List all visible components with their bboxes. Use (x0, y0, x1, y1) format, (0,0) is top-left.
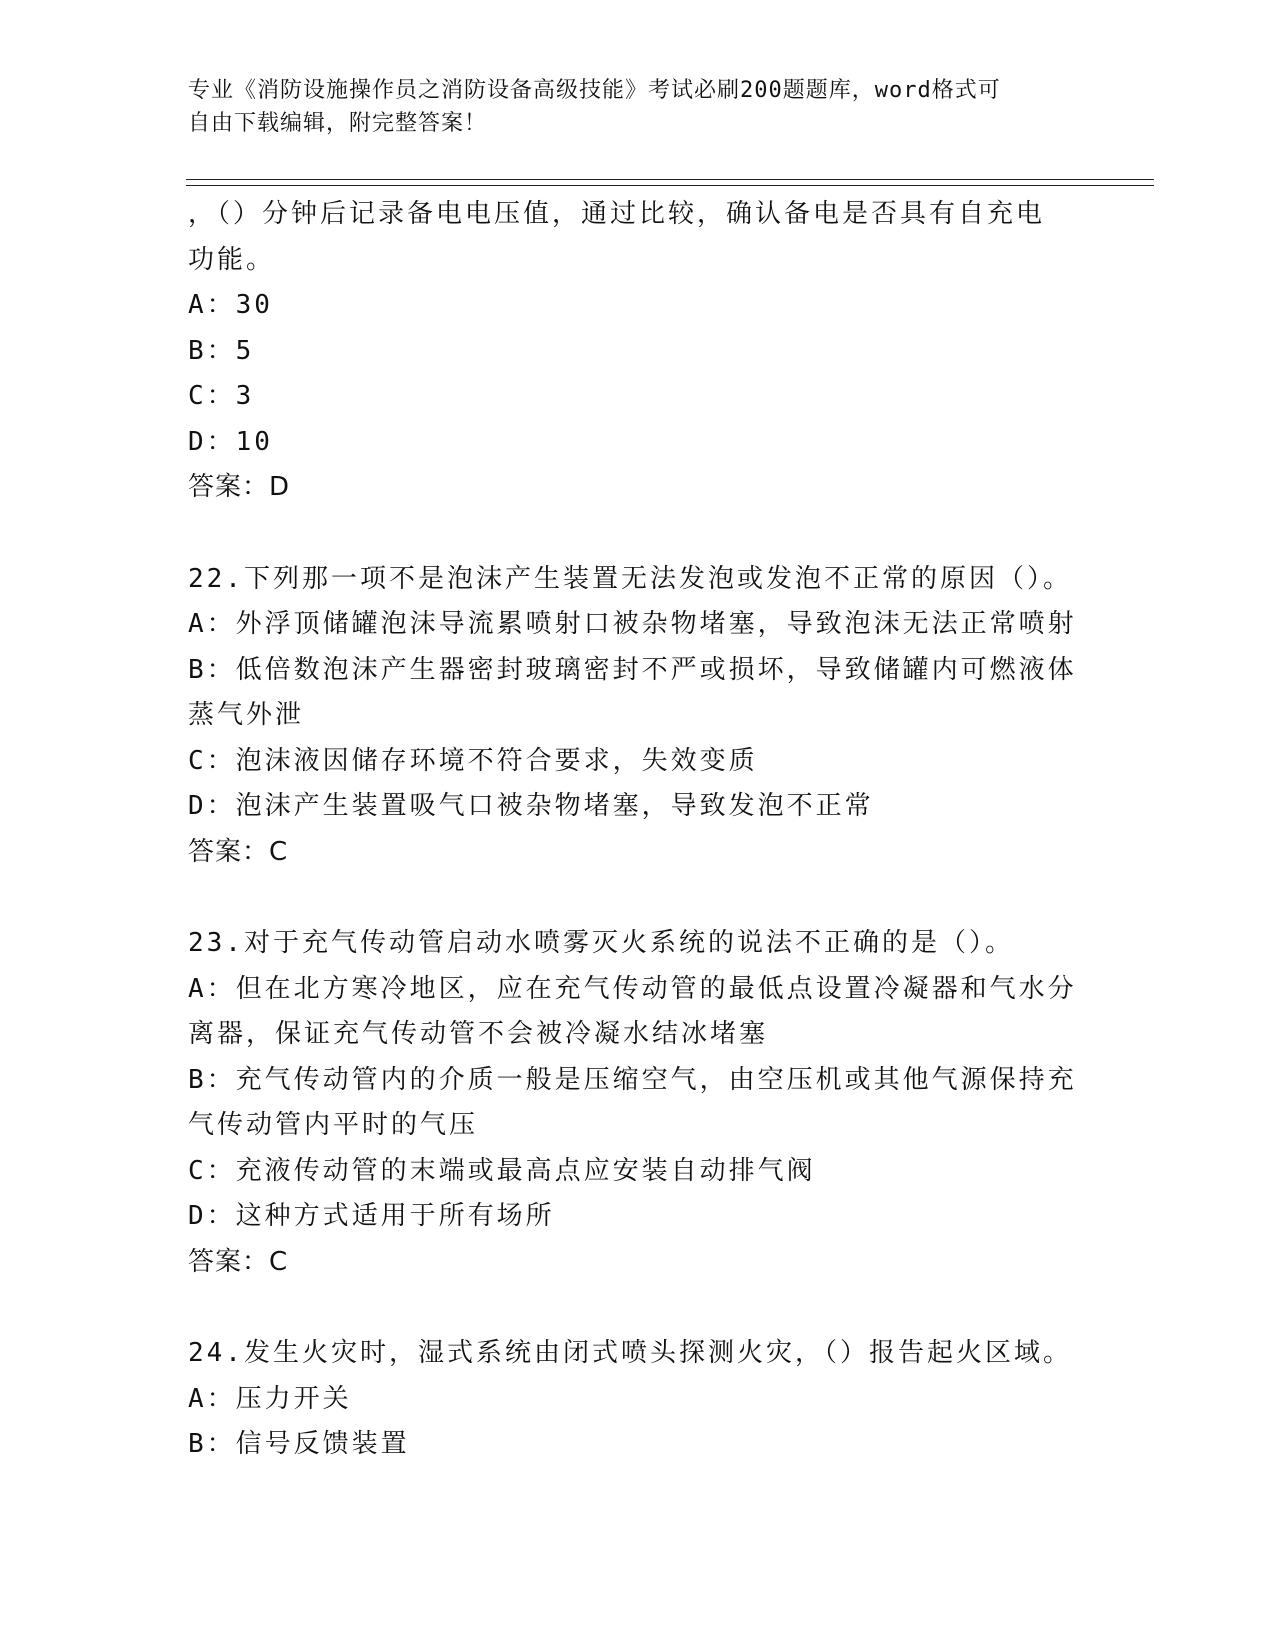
option-a: A：但在北方寒冷地区，应在充气传动管的最低点设置冷凝器和气水分 (188, 973, 1077, 1004)
question-stem: 22.下列那一项不是泡沫产生装置无法发泡或发泡不正常的原因（）。 (188, 563, 1072, 594)
question-stem: 24.发生火灾时，湿式系统由闭式喷头探测火灾，（）报告起火区域。 (188, 1338, 1072, 1368)
option-a: A：压力开关 (188, 1383, 352, 1414)
header-divider (186, 179, 1154, 186)
option-b-continued: 气传动管内平时的气压 (188, 1110, 479, 1140)
question-spacer (188, 1285, 1088, 1331)
option-b: B：信号反馈装置 (188, 1429, 410, 1459)
answer-line: 答案：C (188, 836, 289, 867)
question-spacer (188, 511, 1088, 557)
question-stem-line: 功能。 (188, 244, 276, 275)
header-line-2: 自由下载编辑，附完整答案！ (188, 111, 488, 136)
question-stem-line: ，（）分钟后记录备电电压值，通过比较，确认备电是否具有自充电 (188, 199, 1046, 229)
option-b: B：充气传动管内的介质一般是压缩空气，由空压机或其他气源保持充 (188, 1064, 1077, 1095)
option-a: A：30 (188, 290, 273, 320)
document-header (188, 74, 1068, 140)
question-stem: 23.对于充气传动管启动水喷雾灭火系统的说法不正确的是（）。 (188, 928, 1014, 958)
answer-line: 答案：C (188, 1246, 289, 1277)
question-22 (188, 557, 1088, 876)
question-spacer (188, 875, 1088, 921)
question-23 (188, 921, 1088, 1285)
question-21 (188, 192, 1088, 511)
header-line-1: 专业《消防设施操作员之消防设备高级技能》考试必刷200题题库，word格式可 (188, 78, 1001, 103)
option-d: D：泡沫产生装置吸气口被杂物堵塞，导致发泡不正常 (188, 791, 874, 821)
answer-line: 答案：D (188, 472, 291, 502)
question-list (188, 192, 1088, 1468)
option-a: A：外浮顶储罐泡沫导流累喷射口被杂物堵塞，导致泡沫无法正常喷射 (188, 609, 1077, 639)
option-d: D：10 (188, 426, 273, 457)
option-c: C：3 (188, 381, 255, 411)
option-c: C：充液传动管的末端或最高点应安装自动排气阀 (188, 1155, 816, 1186)
option-b: B：5 (188, 335, 255, 366)
option-d: D：这种方式适用于所有场所 (188, 1201, 555, 1231)
option-b-continued: 蒸气外泄 (188, 700, 305, 730)
option-b: B：低倍数泡沫产生器密封玻璃密封不严或损坏，导致储罐内可燃液体 (188, 654, 1077, 685)
option-a-continued: 离器，保证充气传动管不会被冷凝水结冰堵塞 (188, 1019, 769, 1049)
option-c: C：泡沫液因储存环境不符合要求，失效变质 (188, 745, 758, 776)
question-24 (188, 1331, 1088, 1468)
